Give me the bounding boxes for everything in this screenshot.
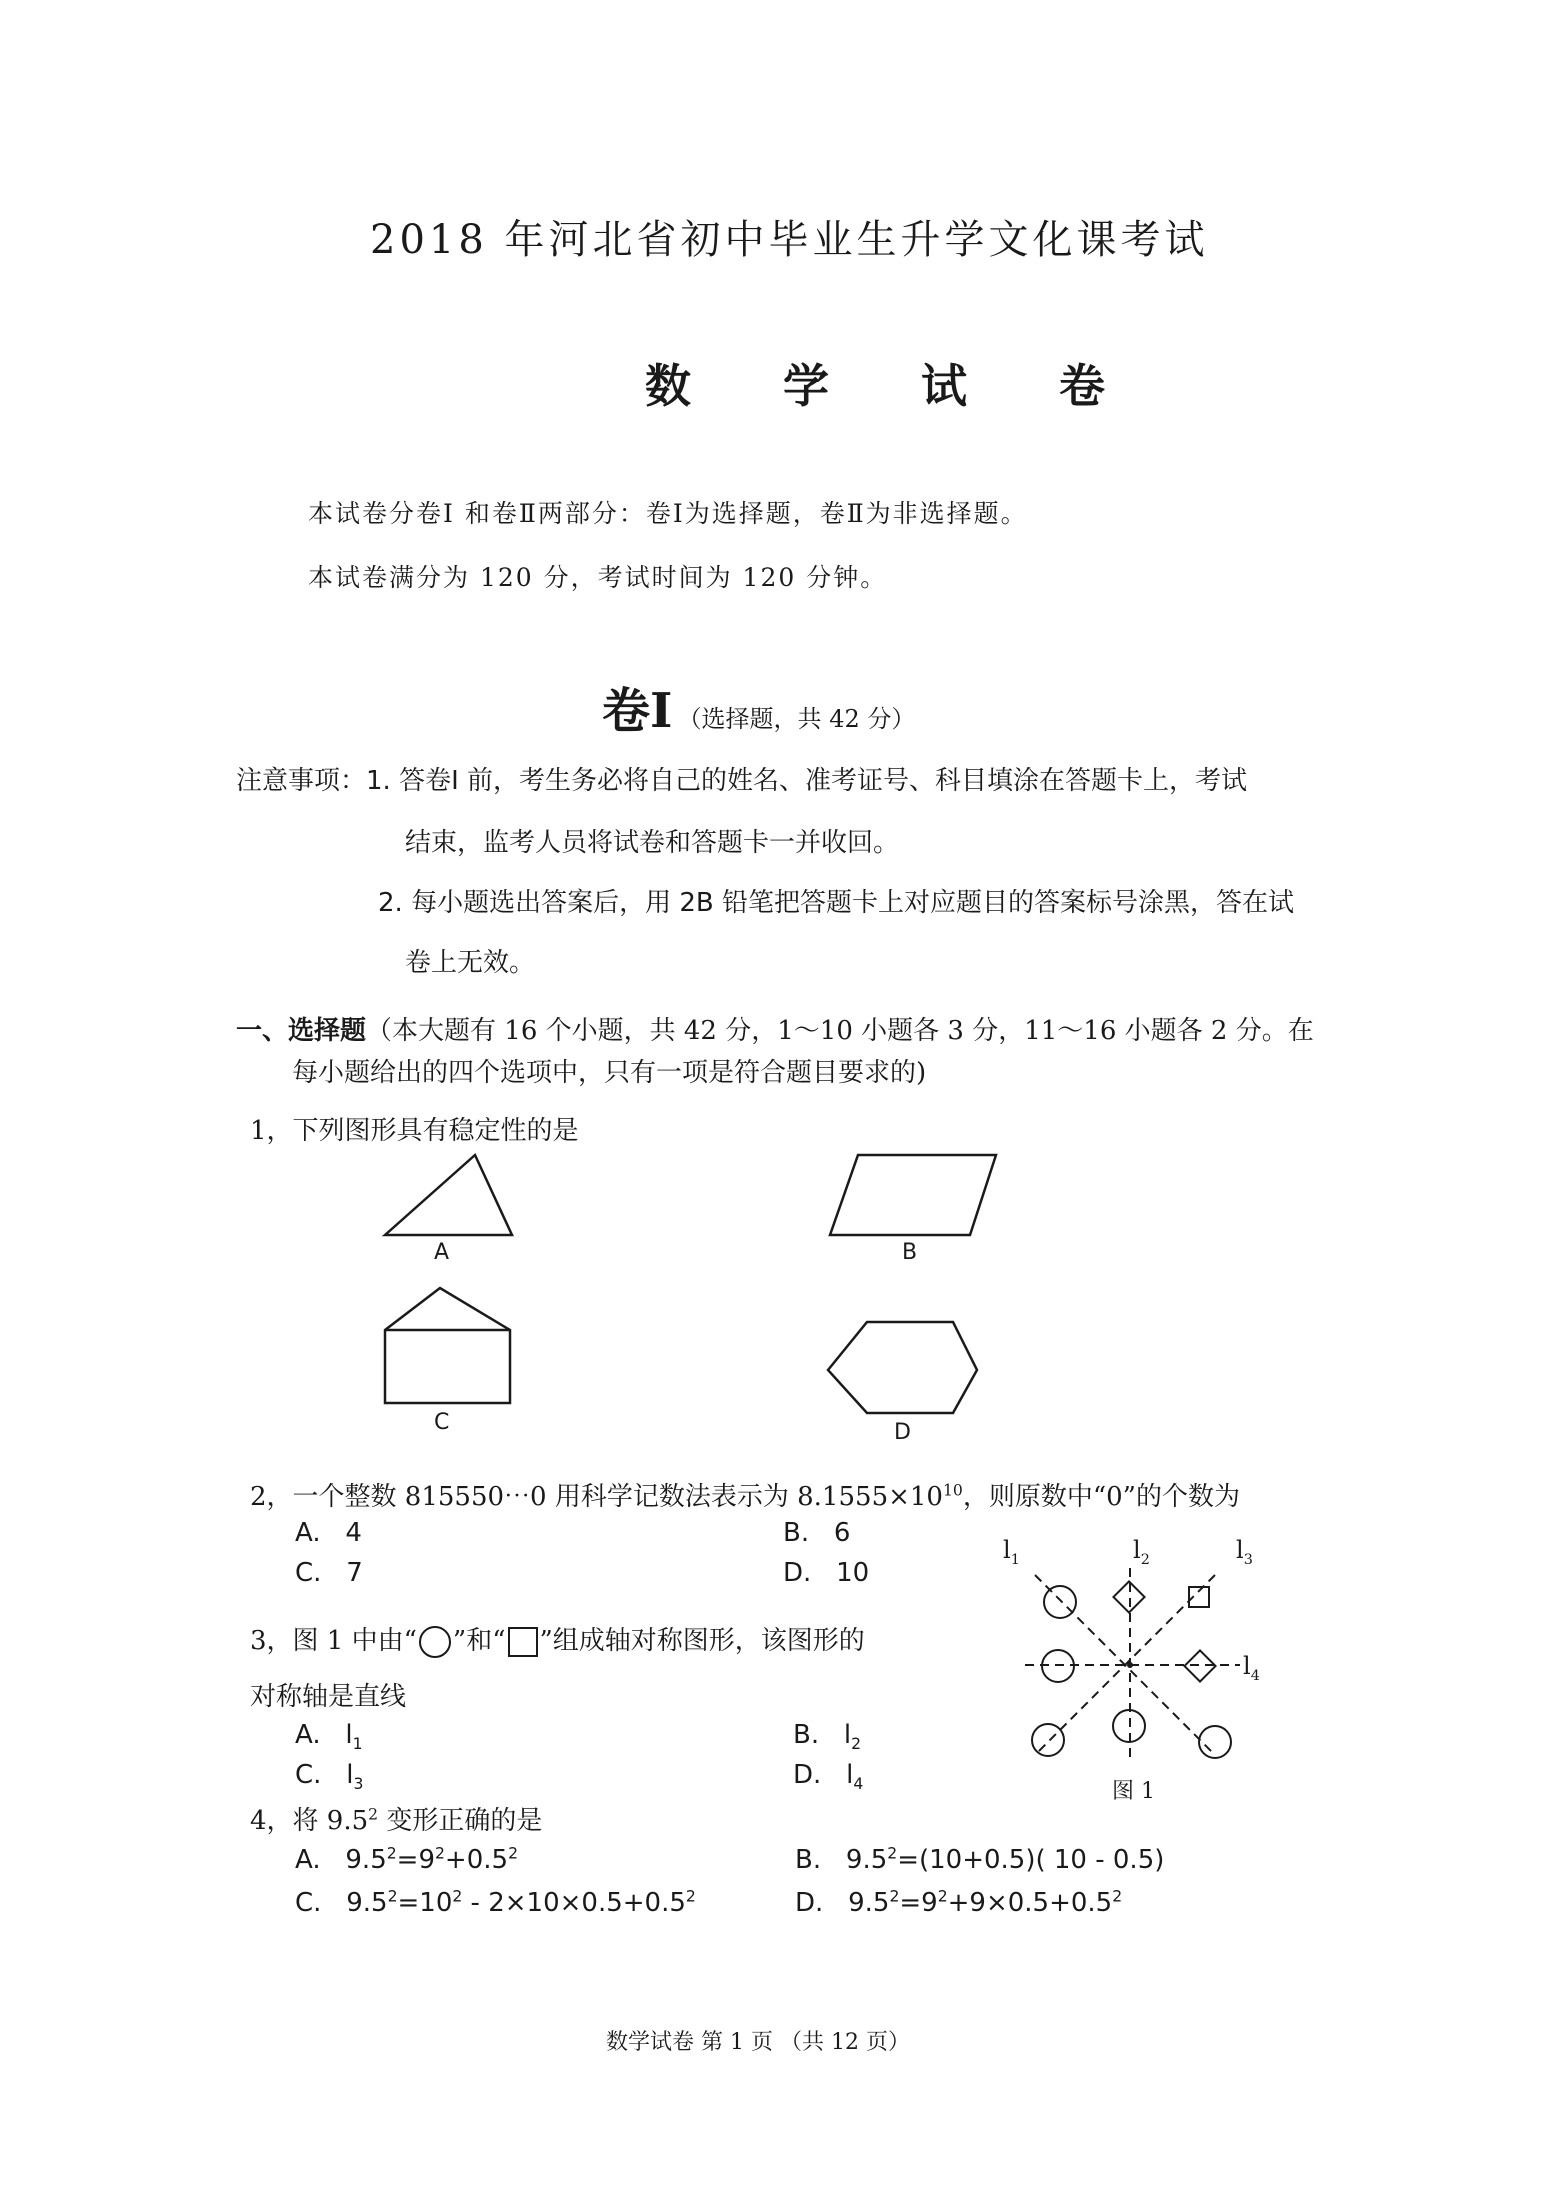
q3-stem-c: ”组成轴对称图形，该图形的 bbox=[539, 1626, 865, 1656]
q3-option-d-text: l bbox=[846, 1760, 854, 1790]
section-heading bbox=[602, 672, 915, 741]
q3-option-d-letter: D. bbox=[793, 1760, 822, 1790]
q3-option-a bbox=[295, 1720, 363, 1754]
q1-figures bbox=[0, 1140, 1555, 1470]
q2-option-a-letter: A. bbox=[295, 1518, 321, 1548]
q2-stem-exp: 10 bbox=[942, 1481, 963, 1500]
q3-option-c-text: l bbox=[346, 1760, 354, 1790]
q2-option-d-text: 10 bbox=[836, 1558, 870, 1588]
q2-option-a-text: 4 bbox=[345, 1518, 362, 1548]
q3-option-a-sub: 1 bbox=[352, 1735, 363, 1754]
q2-option-b bbox=[783, 1518, 850, 1548]
q3-option-c-letter: C. bbox=[295, 1760, 322, 1790]
notice-line-3: 2. 每小题选出答案后，用 2B 铅笔把答题卡上对应题目的答案标号涂黑，答在试 bbox=[378, 888, 1294, 918]
q3-option-c-sub: 3 bbox=[353, 1775, 364, 1794]
fig-caption: 图 1 bbox=[1112, 1779, 1155, 1804]
part1-desc-1: （本大题有 16 个小题，共 42 分，1～10 小题各 3 分，11～16 小题各 2 分。在 bbox=[366, 1016, 1314, 1046]
q3-stem bbox=[250, 1620, 865, 1660]
part1-heading-line bbox=[236, 1010, 1314, 1047]
fig-center-point bbox=[1127, 1662, 1133, 1668]
page-footer: 数学试卷 第 1 页 （共 12 页） bbox=[606, 2030, 910, 2055]
q3-option-d bbox=[793, 1760, 864, 1794]
q1-label-a: A bbox=[434, 1240, 450, 1265]
circle-symbol-icon bbox=[417, 1624, 453, 1660]
q3-option-b-sub: 2 bbox=[851, 1735, 862, 1754]
exam-title: 2018 年河北省初中毕业生升学文化课考试 bbox=[370, 217, 1209, 263]
q2-option-c bbox=[295, 1558, 363, 1588]
q3-option-a-text: l bbox=[345, 1720, 353, 1750]
q3-option-c bbox=[295, 1760, 364, 1794]
intro-line-1: 本试卷分卷Ⅰ 和卷Ⅱ两部分：卷Ⅰ为选择题，卷Ⅱ为非选择题。 bbox=[308, 499, 1028, 528]
q4-option-a: A. $9.5^2=9^2+0.5^2$ bbox=[295, 1844, 518, 1875]
q3-option-b bbox=[793, 1720, 862, 1754]
q4-stem-b: 变形正确的是 bbox=[378, 1806, 543, 1836]
fig-label-l1: $l_1$ bbox=[1003, 1536, 1020, 1568]
house-shape bbox=[385, 1288, 510, 1403]
notice-line-1 bbox=[236, 760, 1247, 797]
q3-option-b-text: l bbox=[843, 1720, 852, 1750]
q3-stem-b: ”和“ bbox=[452, 1626, 506, 1656]
q2-option-c-letter: C. bbox=[295, 1558, 322, 1588]
q2-option-d-letter: D. bbox=[783, 1558, 812, 1588]
q3-stem-line2: 对称轴是直线 bbox=[250, 1682, 407, 1712]
q1-label-b: B bbox=[902, 1240, 918, 1265]
fig-label-l4: $l_4$ bbox=[1243, 1652, 1260, 1684]
fig-circle-bottom-left bbox=[1032, 1724, 1064, 1756]
q2-option-a bbox=[295, 1518, 362, 1548]
fig-label-l2: $l_2$ bbox=[1133, 1536, 1150, 1568]
intro-line-2: 本试卷满分为 120 分，考试时间为 120 分钟。 bbox=[308, 563, 888, 592]
section-label: 卷Ⅰ bbox=[602, 683, 673, 739]
q2-option-b-text: 6 bbox=[833, 1518, 851, 1548]
notice-prefix: 注意事项： bbox=[236, 766, 367, 796]
notice-line-2: 结束，监考人员将试卷和答题卡一并收回。 bbox=[405, 828, 900, 858]
square-symbol-icon bbox=[506, 1625, 540, 1659]
q4-option-b: B. $9.5^2=(10+0.5)$( 10 - 0.5) bbox=[795, 1844, 1165, 1875]
q3-option-d-sub: 4 bbox=[853, 1775, 864, 1794]
notice-item-1: 1. 答卷Ⅰ 前，考生务必将自己的姓名、准考证号、科目填涂在答题卡上，考试 bbox=[366, 766, 1248, 796]
notice-line-4: 卷上无效。 bbox=[405, 948, 536, 978]
part1-desc-2: 每小题给出的四个选项中，只有一项是符合题目要求的) bbox=[292, 1058, 927, 1088]
q1-stem: 1，下列图形具有稳定性的是 bbox=[250, 1116, 579, 1146]
q3-option-b-letter: B. bbox=[793, 1720, 820, 1750]
q2-stem bbox=[250, 1476, 1240, 1513]
q1-label-d: D bbox=[894, 1420, 911, 1445]
q3-option-a-letter: A. bbox=[295, 1720, 321, 1750]
q2-option-c-text: 7 bbox=[346, 1558, 363, 1588]
q2-stem-a: 2，一个整数 815550⋯0 用科学记数法表示为 8.1555×10 bbox=[250, 1482, 943, 1512]
q4-option-c: C. $9.5^2=10^2 - 2\times 10\times 0.5+0.5^2$ bbox=[295, 1887, 696, 1918]
exam-subtitle: 数 学 试 卷 bbox=[645, 359, 1144, 413]
fig-label-l3: $l_3$ bbox=[1236, 1536, 1253, 1568]
section-note: （选择题，共 42 分） bbox=[677, 705, 916, 733]
part1-heading: 一、选择题 bbox=[236, 1016, 367, 1046]
q4-stem bbox=[250, 1800, 542, 1837]
q1-label-c: C bbox=[434, 1410, 450, 1435]
q3-stem-a: 3，图 1 中由“ bbox=[250, 1626, 417, 1656]
triangle-shape bbox=[385, 1155, 512, 1235]
q2-option-d bbox=[783, 1558, 869, 1588]
q4-option-d: D. $9.5^2=9^2+9\times 0.5+0.5^2$ bbox=[795, 1887, 1123, 1918]
q2-option-b-letter: B. bbox=[783, 1518, 810, 1548]
parallelogram-shape bbox=[830, 1155, 996, 1235]
fig-circle-top-left bbox=[1044, 1586, 1076, 1618]
q4-stem-a: 4，将 9.5 bbox=[250, 1806, 369, 1836]
fig-circle-bottom-right bbox=[1199, 1726, 1231, 1758]
q4-stem-exp: 2 bbox=[368, 1805, 379, 1824]
hexagon-shape bbox=[828, 1322, 977, 1413]
q2-stem-b: ，则原数中“0”的个数为 bbox=[962, 1482, 1240, 1512]
